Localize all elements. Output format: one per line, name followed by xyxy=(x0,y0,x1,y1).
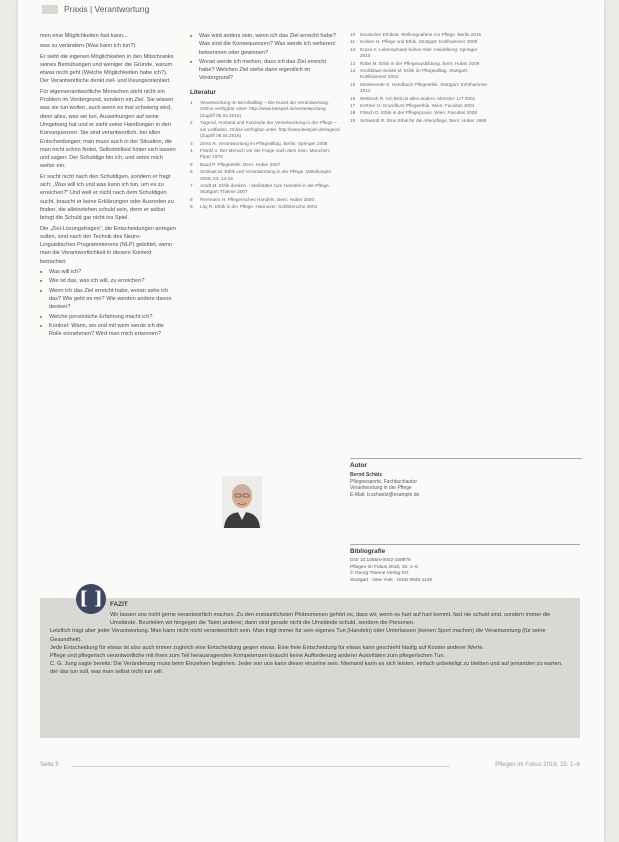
author-line: Pflegeexperte, Fachbuchautor xyxy=(350,478,417,485)
journal-name: Pflegen im Fokus 2016; 15: 1–6 xyxy=(495,762,580,768)
section-title: Praxis | Verantwortung xyxy=(64,4,150,14)
page-marker xyxy=(42,5,58,14)
paragraph: Letztlich trägt aber jeder Verantwortung. Man kann nicht nicht verantwortlich sein. Man trägt immer für sein eigenes Tun (Handeln) oder Unterlassen (keinen Sport machen) die Verantwortung (für seine Gesundheit). xyxy=(50,628,546,643)
list-item: ■ Was will ich? xyxy=(40,268,176,276)
list-item: ■ Welche persönliche Erfahrung macht ich? xyxy=(40,313,176,321)
paragraph: C. G. Jung sagte bereits: Die Veränderung muss beim Einzelnen beginnen. Jeder von uns kann dieser einzelne sein. Niemand kann es sich leisten, einfach unbeteiligt zu bleiben und auf jemanden zu warten, der das tun soll, was man selbst nicht tun will. xyxy=(50,661,563,676)
column-1 xyxy=(40,32,176,340)
reference-item: 10 Deutscher Ethikrat. Stellungnahme zur Pflege. Berlin 2016 xyxy=(350,32,482,37)
reference-item: 12 Kruse A. Lebensphase hohes Alter. Heidelberg: Springer 2010 xyxy=(350,46,478,59)
column-3 xyxy=(350,32,488,125)
reference-item: 11 Kohlen H. Pflege und Ethik. Stuttgart: Kohlhammer 2009 xyxy=(350,39,478,45)
author-line: Verantwortung in der Pflege xyxy=(350,485,412,492)
author-heading: Autor xyxy=(350,462,368,469)
list-item: ■ Woran werde ich merken, dass ich das Ziel erreicht habe? Welchen Ziel stehe dann eigentlich im Vordergrund? xyxy=(190,58,340,83)
paragraph: was zu verändern (Was kann ich tun?). xyxy=(40,43,137,50)
reference-item: 7 Arndt M. Ethik denken – Maßstäbe zum Handeln in der Pflege. Stuttgart: Thieme 2007 xyxy=(190,182,331,195)
reference-item: 16 Wettreck R. Am Bett ist alles anders. Münster: LIT 2001 xyxy=(350,95,476,101)
page-number: Seite 5 xyxy=(40,762,59,768)
reference-list xyxy=(190,100,340,211)
paragraph: Für eigenverantwortliche Menschen steht nicht ein Problem im Vordergrund, sondern ein Ziel. Sie wissen was sie tun wollen, auch wenn es mal schwierig wird, denn alles, was sie tun, Auswirkungen auf seine Umgebung hat und er sieht seine Handlungen in den Konsequenzen. Sie sind verantwortlich, bei allen Entscheidungen; man muss auch in der Situation, die man nicht schön findet, Selbstmitleid hinter sich lassen und sagen: Der Schuldige bin ich, und setze mich weiter ein. xyxy=(40,88,176,170)
bullet-list xyxy=(40,268,176,338)
reference-item: 15 Monteverde S. Handbuch Pflegeethik. Stuttgart: Kohlhammer 2012 xyxy=(350,81,488,94)
author-block xyxy=(350,458,582,498)
paragraph: Wir lassen uns nicht gerne verantwortlich machen. Zu den erstaunlichsten Phänomenen gehört es, dass wir, wenn es hart auf hart kommt, fast nie schuld sind, sondern immer die Umstände. Beurteilen wir hingegen die Taten anderer, dann sind gerade nicht die Umstände schuld, sondern die Personen. xyxy=(110,612,551,627)
author-name: Bernd Schätz xyxy=(350,472,382,478)
bibliography-line: DOI 10.1055/s-0042-108876 xyxy=(350,558,411,563)
paragraph: Die „Ziel-Lösungsfragen“, die Entscheidungen anregen sollen, sind nach der Technik des Neuro-Linguistischen Programmierens (NLP) gebildet, wenn man die Verantwortlichkeit in diesem Kontext betrachtet: xyxy=(40,225,176,265)
reference-item: 1 Verantwortung im Berufsalltag – Die Kunst der Verantwortung. Online verfügbar unter: http://www.beispiel.de/verantwortung (Zugriff 05.04.2016) xyxy=(190,100,329,118)
person-icon xyxy=(222,476,262,528)
list-item: ■ Wie ist das, was ich will, zu erreichen? xyxy=(40,277,176,285)
reference-item: 14 Großklaus-Seidel M. Ethik im Pflegealltag. Stuttgart: Kohlhammer 2002 xyxy=(350,68,469,80)
reference-item: 2 Tugend, Anstand und Konzepte der Verantwortung in der Pflege – ein Leitfaden. Online verfügbar unter: http://www.beispiel.de/tugend (Zugriff 08.04.2016) xyxy=(190,120,340,139)
list-item: ■ Wenn ich das Ziel erreicht habe, woran sehe ich das? Wie geht es mir? Wie werden andere davon denken? xyxy=(40,287,176,312)
reference-item: 8 Remmers H. Pflegerisches Handeln. Bern: Huber 2000 xyxy=(190,196,315,202)
bracket-icon: [ ] xyxy=(76,584,106,614)
paragraph: Er sucht nicht nach den Schuldigen, sondern er fragt sich: „Was will ich und was kann ich tun, um es zu erreichen?“ Und weil er nicht nach dem Schuldigen sucht, braucht er keine Erklärungen oder Ausreden zu finden, die alleinstehen schuld sein, denn er selbst bringt die Schuld gar nicht ins Spiel. xyxy=(40,173,174,222)
paragraph: Pflege und pflegerisch verantwortliche mit ihren zum Teil herausragenden Kompetenzen braucht keine Aufforderung anderer Autoritäten zum pflegerischen Tun. xyxy=(50,653,446,660)
author-info xyxy=(350,472,480,498)
reference-item: 13 Rabe M. Ethik in der Pflegeausbildung. Bern: Huber 2009 xyxy=(350,60,480,66)
reference-item: 9 Lay R. Ethik in der Pflege. Hannover: Schlütersche 2004 xyxy=(190,204,318,210)
reference-item: 5 Baud P. Pflegeethik. Bern: Huber 2007 xyxy=(190,161,281,167)
fazit-title: FAZIT xyxy=(110,601,128,608)
reference-item: 18 Fölsch D. Ethik in der Pflegepraxis. Wien: Facultas 2008 xyxy=(350,110,477,116)
reference-item: 6 Schlaak M. Ethik und Verantwortung in der Pflege. Mitteilungen 2006; 23: 14-19 xyxy=(190,169,332,181)
fazit-text xyxy=(50,611,570,677)
reference-list xyxy=(350,32,488,124)
column-2 xyxy=(190,32,340,212)
reference-item: 19 Schwerdt R. Eine Ethik für die Altenpflege. Bern: Huber 1998 xyxy=(350,117,487,123)
bullet-list xyxy=(190,32,340,83)
divider xyxy=(350,458,582,459)
divider xyxy=(350,544,580,545)
bibliography-line: Stuttgart · New York · ISSN 0945-1129 xyxy=(350,577,433,583)
author-photo xyxy=(222,476,262,528)
reference-item: 17 Körtner U. Grundkurs Pflegeethik. Wien: Facultas 2004 xyxy=(350,103,475,109)
list-item: ■ Was wird anders sein, wenn ich das Ziel erreicht habe? Was sind die Konsequenzen? Was werde ich verlieren/ bekommen oder gewinnen? xyxy=(190,32,340,57)
paragraph: men eine Möglichkeiten fast kann... xyxy=(40,33,128,39)
references-heading: Literatur xyxy=(190,88,216,96)
bibliography-line: © Georg Thieme Verlag KG xyxy=(350,571,409,577)
divider xyxy=(72,766,450,767)
running-header xyxy=(42,4,149,14)
reference-item: 3 Zeiss R. Verantwortung im Pflegealltag. Berlin: Springer 2008 xyxy=(190,140,328,146)
reference-item: 4 Frankl V. Der Mensch vor der Frage nach dem Sinn. München: Piper 1979 xyxy=(190,147,331,160)
bibliography-heading: Bibliografie xyxy=(350,548,386,555)
page-footer xyxy=(40,762,580,772)
list-item: ■ Konkret: Wann, wo und mit wem werde ich die Rolle einnehmen? Wird man mich erkennen? xyxy=(40,322,176,339)
author-line: E-Mail: b.schaetz@example.de xyxy=(350,491,420,498)
bibliography-line: Pflegen im Fokus 2016; 15: 1–6 xyxy=(350,564,418,570)
paragraph: Er sieht die eigenen Möglichkeiten in den Mitschranks seines Bemühungen und weniger die Gründe, warum etwas nicht geht (Welche Möglichkeiten habe ich?). Der Verantwortliche denkt ziel- und lösungsorientiert. xyxy=(40,53,174,85)
bibliography-block xyxy=(350,544,580,584)
paragraph: Jede Entscheidung für etwas ist also auch immer zugleich eine Entscheidung gegen etwas. Eine freie Entscheidung für etwas kann geschieht häufig auf Kosten anderer Werte. xyxy=(50,644,484,651)
